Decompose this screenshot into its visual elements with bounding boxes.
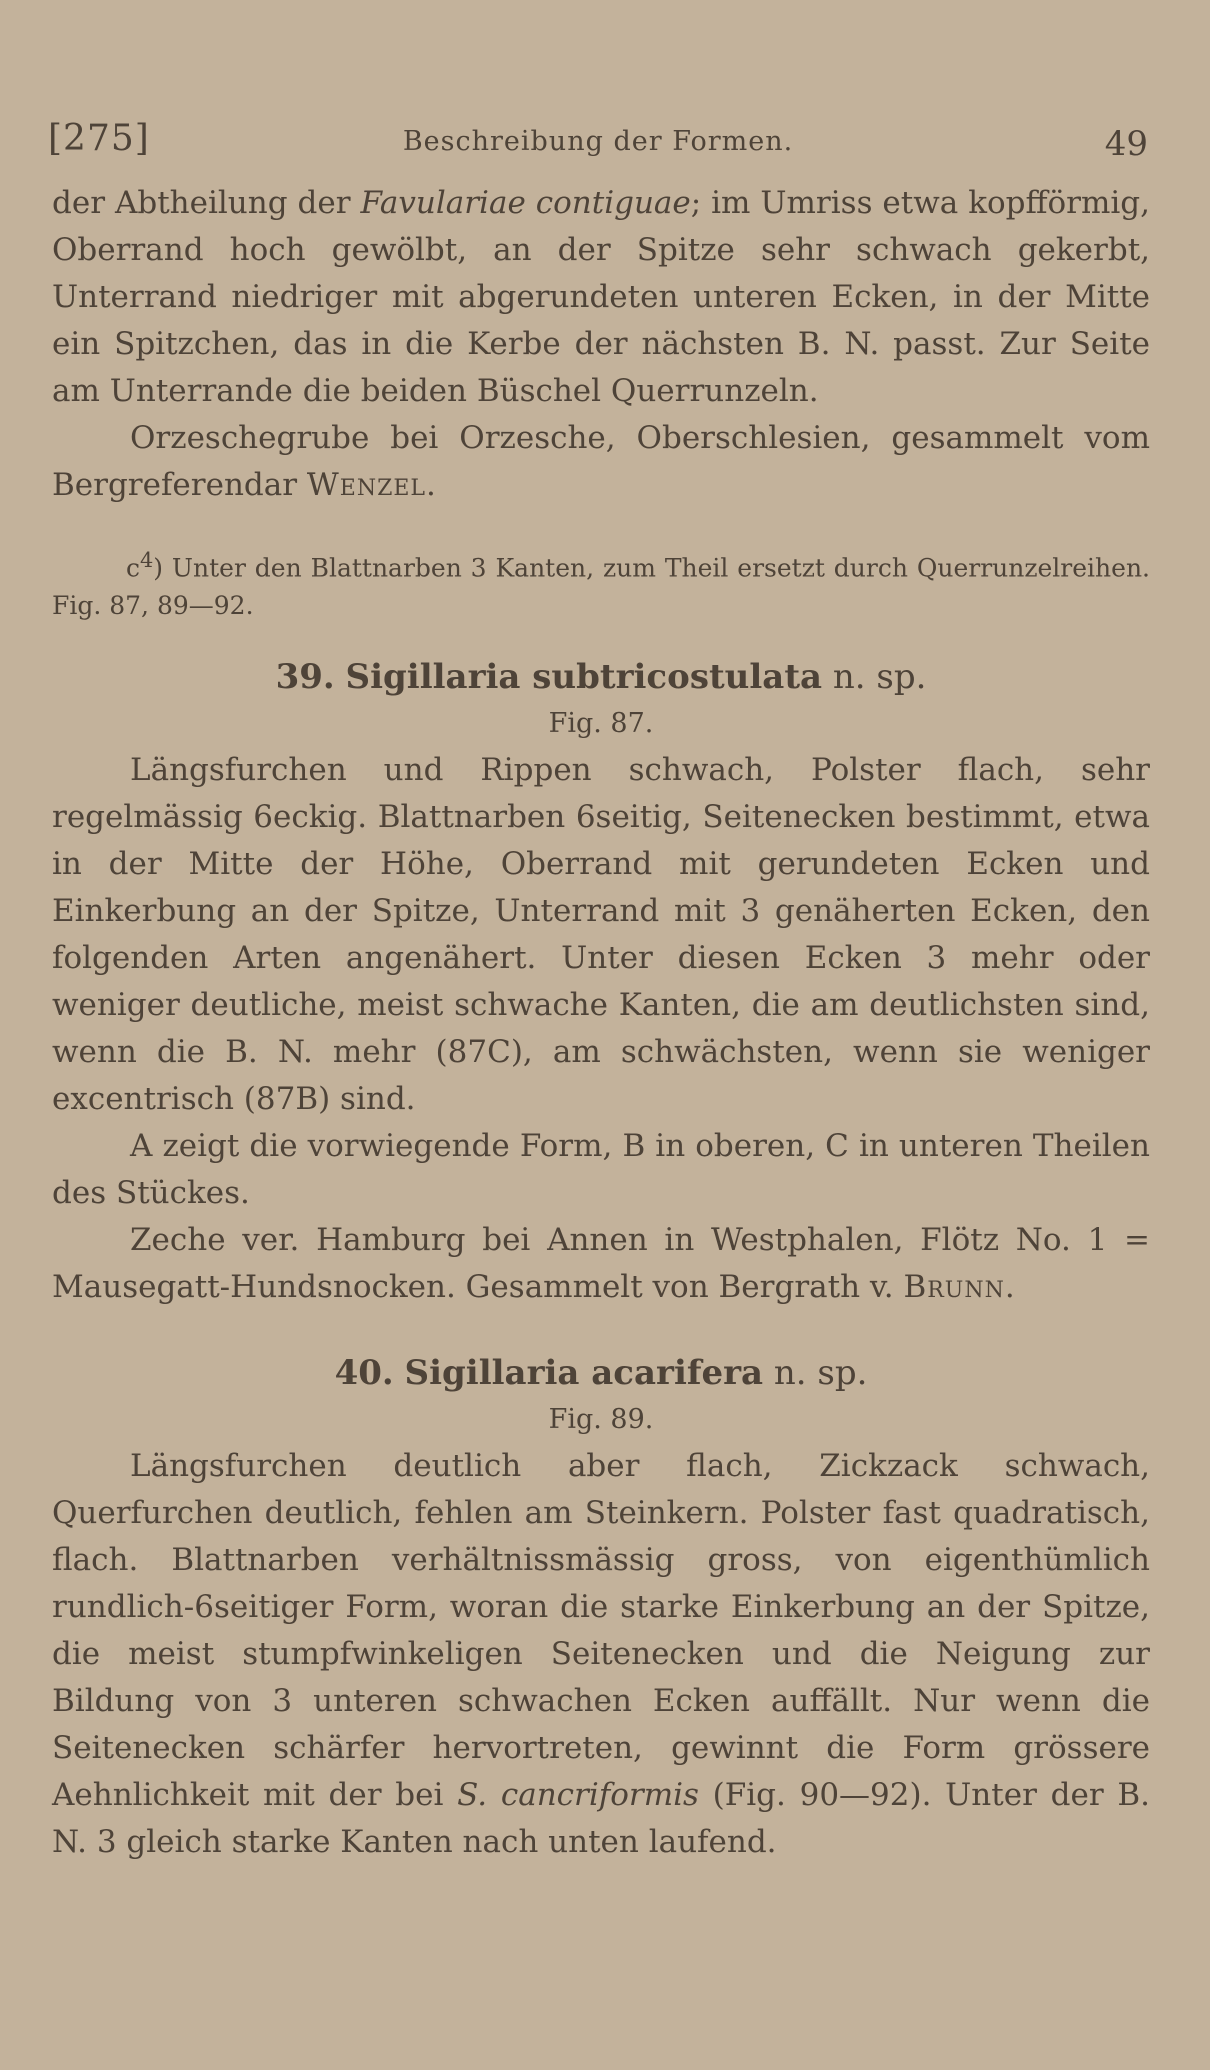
text-run: Zeche ver. Hamburg bei Annen in Westphalen, Flötz No. 1 = Mausegatt-Hundsnocken. Gesammelt von Bergrath v. bbox=[52, 1222, 1150, 1306]
figure-reference: Fig. 89. bbox=[548, 1404, 654, 1436]
note-label: c bbox=[126, 553, 141, 583]
text-run: Orzeschegrube bei Orzesche, Oberschlesien, gesammelt vom Bergreferendar bbox=[52, 420, 1150, 503]
collector-name: Brunn bbox=[903, 1269, 1005, 1306]
locality-paragraph bbox=[52, 415, 1150, 509]
species-number: 40. bbox=[334, 1353, 394, 1394]
collector-name: Wenzel bbox=[306, 467, 427, 503]
species-heading-39 bbox=[52, 653, 1150, 701]
figure-reference: Fig. 87. bbox=[548, 708, 654, 740]
intro-paragraph bbox=[52, 180, 1150, 415]
species-name: Sigillaria acarifera bbox=[404, 1353, 764, 1394]
page-number-bracketed: [275] bbox=[48, 118, 150, 159]
text-run: Längsfurchen deutlich aber flach, Zickzack schwach, Querfurchen deutlich, fehlen am Steinkern. Polster fast quadratisch, flach. Blattnarben verhältnissmässig gross, von eigenthümlich rundlich-6seitiger Form, woran die starke Einkerbung an der Spitze, die meist stumpfwinkeligen Seitenecken und die Neigung zur Bildung von 3 unteren schwachen Ecken auffällt. Nur wenn die Seitenecken schärfer hervortreten, gewinnt die Form grössere Aehnlichkeit mit der bei bbox=[52, 1448, 1150, 1814]
note-text: ) Unter den Blattnarben 3 Kanten, zum Theil ersetzt durch Querrunzelreihen. Fig. 87, 89—92. bbox=[52, 553, 1150, 621]
running-title: Beschreibung der Formen. bbox=[402, 126, 794, 157]
species-name: Sigillaria subtricostulata bbox=[345, 657, 823, 698]
description-paragraph: A zeigt die vorwiegende Form, B in oberen, C in unteren Theilen des Stückes. bbox=[52, 1128, 1150, 1212]
text-run: ; im Umriss etwa kopfförmig, Oberrand hoch gewölbt, an der Spitze sehr schwach gekerbt, Unterrand niedriger mit abgerundeten unteren Ecken, in der Mitte ein Spitzchen, das in die Kerbe der nächsten B. N. passt. Zur Seite am Unterrande die beiden Büschel Querrunzeln. bbox=[52, 185, 1150, 409]
group-heading-note bbox=[52, 541, 1150, 625]
description-paragraph bbox=[52, 1443, 1150, 1866]
text-run: . bbox=[1004, 1269, 1015, 1306]
page-body bbox=[52, 180, 1150, 1866]
species-suffix: n. sp. bbox=[832, 657, 927, 698]
taxon-italic: Favulariae contiguae bbox=[360, 185, 691, 221]
page-number: 49 bbox=[1104, 124, 1148, 164]
text-run: der Abtheilung der bbox=[52, 185, 361, 221]
locality-paragraph bbox=[52, 1217, 1150, 1311]
description-paragraph: Längsfurchen und Rippen schwach, Polster flach, sehr regelmässig 6eckig. Blattnarben 6seitig, Seitenecken bestimmt, etwa in der Mitte der Höhe, Oberrand mit gerundeten Ecken und Einkerbung an der Spitze, Unterrand mit 3 genäherten Ecken, den folgenden Arten angenähert. Unter diesen Ecken 3 mehr oder weniger deutliche, meist schwache Kanten, die am deutlichsten sind, wenn die B. N. mehr (87C), am schwächsten, wenn sie weniger excentrisch (87B) sind. bbox=[52, 752, 1150, 1118]
note-superscript: 4 bbox=[140, 548, 154, 572]
page-header bbox=[48, 112, 1148, 162]
species-heading-40 bbox=[52, 1349, 1150, 1397]
taxon-italic: S. cancriformis bbox=[457, 1777, 699, 1814]
species-suffix: n. sp. bbox=[773, 1353, 868, 1394]
text-run: . bbox=[426, 467, 436, 503]
species-number: 39. bbox=[275, 657, 335, 698]
text-run: (Fig. 90—92). Unter der B. N. 3 gleich starke Kanten nach unten laufend. bbox=[52, 1777, 1151, 1861]
